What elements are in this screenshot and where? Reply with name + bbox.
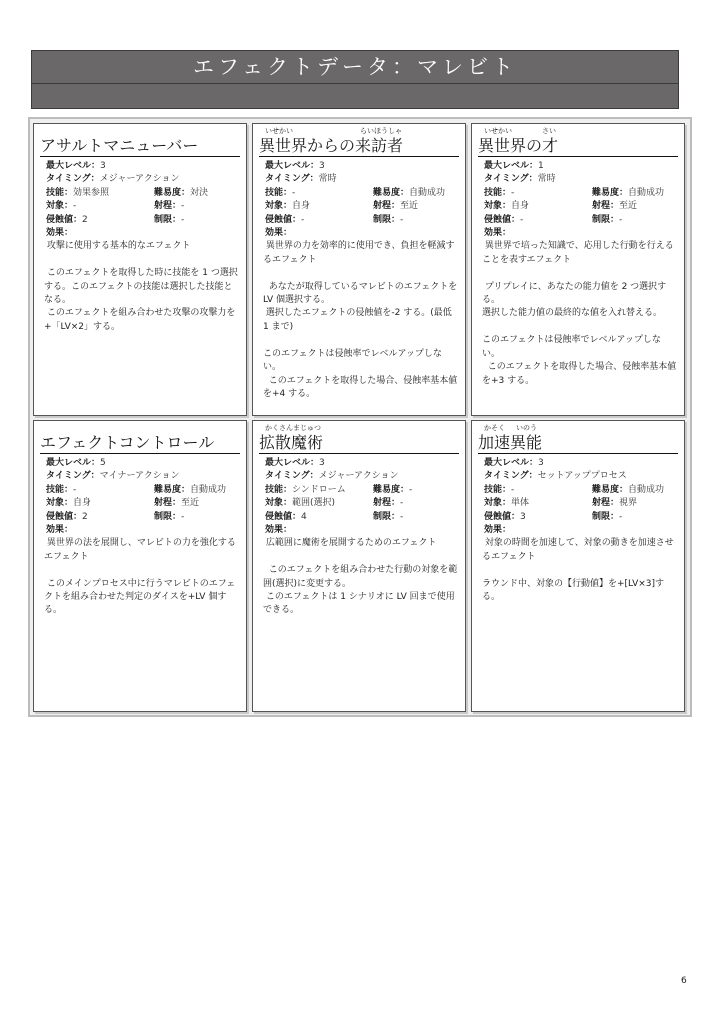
label-difficulty: 難易度： xyxy=(154,187,191,198)
effect-name: 加速異能 xyxy=(478,433,678,454)
ruby-line xyxy=(259,126,459,136)
label-skill: 技能： xyxy=(265,187,293,198)
label-target: 対象： xyxy=(265,498,293,509)
label-skill: 技能： xyxy=(265,484,293,495)
value-target: 単体 xyxy=(511,498,530,509)
ruby-line xyxy=(478,423,678,433)
label-timing: タイミング： xyxy=(265,471,319,482)
label-skill: 技能： xyxy=(484,484,512,495)
effect-description: 対象の時間を加速して、対象の動きを加速させるエフェクト ラウンド中、対象の【行動値】を+[LV×3]する。 xyxy=(482,538,674,603)
label-limit: 制限： xyxy=(154,214,182,225)
value-erosion: - xyxy=(520,214,524,225)
effect-description: 異世界の力を効率的に使用でき、負担を軽減するエフェクト あなたが取得しているマレビトのエフェクトを LV 個選択する。 選択したエフェクトの侵蝕値を-2 する。(最低 1 まで) このエフェクトは侵蝕率でレベルアップしない。 このエフェクトを取得した場合、侵蝕率基本値を+4 する。 xyxy=(263,241,458,399)
ruby-text: かそく xyxy=(484,424,505,432)
effect-card-diffusion-magic xyxy=(252,420,466,712)
value-timing: 常時 xyxy=(537,174,556,185)
value-skill: 効果参照 xyxy=(73,187,110,198)
value-limit: - xyxy=(619,511,623,522)
value-erosion: - xyxy=(301,214,305,225)
value-range: - xyxy=(400,498,404,509)
label-difficulty: 難易度： xyxy=(154,484,191,495)
ruby-line xyxy=(40,423,240,433)
ruby-text: いせかい xyxy=(265,127,293,135)
label-erosion: 侵蝕値： xyxy=(265,214,302,225)
label-range: 射程： xyxy=(154,498,182,509)
label-skill: 技能： xyxy=(46,484,74,495)
value-range: 視界 xyxy=(619,498,638,509)
value-timing: メジャーアクション xyxy=(99,174,180,185)
effect-description: 攻撃に使用する基本的なエフェクト このエフェクトを取得した時に技能を 1 つ選択する。このエフェクトの技能は選択した技能となる。 このエフェクトを組み合わせた攻撃の攻撃力を+「LV×2」する。 xyxy=(44,241,238,332)
effect-name: アサルトマニューバー xyxy=(40,136,240,157)
ruby-text: いのう xyxy=(516,424,537,432)
label-erosion: 侵蝕値： xyxy=(46,511,83,522)
ruby-text: いせかい xyxy=(484,127,512,135)
value-difficulty: 自動成功 xyxy=(628,484,665,495)
ruby-text: らいほうしゃ xyxy=(360,127,402,135)
effect-name: 拡散魔術 xyxy=(259,433,459,454)
value-max-level: 1 xyxy=(538,161,544,171)
label-max-level: 最大レベル： xyxy=(265,161,320,171)
value-difficulty: - xyxy=(409,484,413,495)
value-erosion: 4 xyxy=(301,511,307,522)
label-target: 対象： xyxy=(46,498,74,509)
value-max-level: 3 xyxy=(100,161,106,171)
value-timing: メジャーアクション xyxy=(318,471,399,482)
effect-card-otherworld-talent xyxy=(471,123,685,416)
label-difficulty: 難易度： xyxy=(592,187,629,198)
page-number: 6 xyxy=(681,976,687,986)
effect-card-acceleration-ability xyxy=(471,420,685,712)
value-skill: - xyxy=(511,484,515,495)
label-erosion: 侵蝕値： xyxy=(46,214,83,225)
label-max-level: 最大レベル： xyxy=(484,161,539,171)
value-timing: マイナーアクション xyxy=(99,471,180,482)
label-timing: タイミング： xyxy=(484,471,538,482)
label-effect: 効果： xyxy=(46,228,74,239)
effect-card-effect-control xyxy=(33,420,247,712)
value-limit: - xyxy=(400,214,404,225)
label-difficulty: 難易度： xyxy=(373,187,410,198)
value-max-level: 3 xyxy=(319,161,325,171)
value-difficulty: 自動成功 xyxy=(409,187,446,198)
value-difficulty: 自動成功 xyxy=(628,187,665,198)
label-limit: 制限： xyxy=(592,511,620,522)
label-difficulty: 難易度： xyxy=(592,484,629,495)
effect-stats xyxy=(265,457,457,537)
value-skill: - xyxy=(73,484,77,495)
value-max-level: 3 xyxy=(538,458,544,468)
label-range: 射程： xyxy=(154,201,182,212)
label-timing: タイミング： xyxy=(46,174,100,185)
effect-stats xyxy=(484,160,676,240)
effect-description: 広範囲に魔術を展開するためのエフェクト このエフェクトを組み合わせた行動の対象を範囲(選択)に変更する。 このエフェクトは 1 シナリオに LV 回まで使用できる。 xyxy=(263,538,458,616)
effect-card-visitor-from-another-world xyxy=(252,123,466,416)
value-erosion: 2 xyxy=(82,214,88,225)
value-target: 自身 xyxy=(511,201,530,212)
label-limit: 制限： xyxy=(373,511,401,522)
label-max-level: 最大レベル： xyxy=(265,458,320,468)
value-timing: 常時 xyxy=(318,174,337,185)
label-limit: 制限： xyxy=(592,214,620,225)
ruby-text: さい xyxy=(542,127,556,135)
label-range: 射程： xyxy=(373,498,401,509)
value-difficulty: 対決 xyxy=(190,187,209,198)
value-limit: - xyxy=(619,214,623,225)
label-target: 対象： xyxy=(46,201,74,212)
value-target: 自身 xyxy=(73,498,92,509)
ruby-line xyxy=(478,126,678,136)
value-target: 範囲(選択) xyxy=(292,498,336,509)
effect-name: 異世界からの来訪者 xyxy=(259,136,459,157)
ruby-line xyxy=(259,423,459,433)
label-timing: タイミング： xyxy=(484,174,538,185)
value-limit: - xyxy=(181,511,185,522)
label-max-level: 最大レベル： xyxy=(46,458,101,468)
value-target: - xyxy=(73,201,77,212)
label-erosion: 侵蝕値： xyxy=(484,511,521,522)
effect-description: 異世界の法を展開し、マレビトの力を強化するエフェクト このメインプロセス中に行うマレビトのエフェクトを組み合わせた判定のダイスを+LV 個する。 xyxy=(44,538,236,616)
value-limit: - xyxy=(400,511,404,522)
effect-stats xyxy=(46,457,238,537)
ruby-text: かくさんまじゅつ xyxy=(265,424,321,432)
header-sub-bar xyxy=(31,84,679,109)
value-limit: - xyxy=(181,214,185,225)
label-effect: 効果： xyxy=(46,525,74,536)
label-skill: 技能： xyxy=(46,187,74,198)
value-target: 自身 xyxy=(292,201,311,212)
effect-stats xyxy=(46,160,238,240)
page-title: エフェクトデータ：マレビト xyxy=(31,50,679,84)
label-erosion: 侵蝕値： xyxy=(265,511,302,522)
value-skill: - xyxy=(511,187,515,198)
label-range: 射程： xyxy=(592,201,620,212)
label-limit: 制限： xyxy=(373,214,401,225)
label-target: 対象： xyxy=(484,498,512,509)
label-effect: 効果： xyxy=(484,228,512,239)
value-timing: セットアッププロセス xyxy=(537,471,627,482)
value-skill: - xyxy=(292,187,296,198)
label-max-level: 最大レベル： xyxy=(484,458,539,468)
value-range: - xyxy=(181,201,185,212)
effect-card-assault-maneuver xyxy=(33,123,247,416)
label-effect: 効果： xyxy=(484,525,512,536)
label-target: 対象： xyxy=(265,201,293,212)
label-effect: 効果： xyxy=(265,228,293,239)
value-max-level: 3 xyxy=(319,458,325,468)
label-timing: タイミング： xyxy=(46,471,100,482)
label-target: 対象： xyxy=(484,201,512,212)
value-erosion: 2 xyxy=(82,511,88,522)
label-erosion: 侵蝕値： xyxy=(484,214,521,225)
label-effect: 効果： xyxy=(265,525,293,536)
value-range: 至近 xyxy=(400,201,419,212)
effect-stats xyxy=(484,457,676,537)
value-erosion: 3 xyxy=(520,511,526,522)
label-max-level: 最大レベル： xyxy=(46,161,101,171)
label-skill: 技能： xyxy=(484,187,512,198)
page-header xyxy=(31,50,679,109)
ruby-line xyxy=(40,126,240,136)
label-limit: 制限： xyxy=(154,511,182,522)
label-timing: タイミング： xyxy=(265,174,319,185)
value-max-level: 5 xyxy=(100,458,106,468)
effect-description: 異世界で培った知識で、応用した行動を行えることを表すエフェクト プリプレイに、あなたの能力値を 2 つ選択する。 選択した能力値の最終的な値を入れ替える。 このエフェクトは侵蝕率でレベルアップしない。 このエフェクトを取得した場合、侵蝕率基本値を+3 する。 xyxy=(482,241,677,386)
label-range: 射程： xyxy=(592,498,620,509)
value-difficulty: 自動成功 xyxy=(190,484,227,495)
effect-card-grid xyxy=(28,117,692,717)
label-difficulty: 難易度： xyxy=(373,484,410,495)
value-skill: シンドローム xyxy=(292,484,346,495)
effect-name: 異世界の才 xyxy=(478,136,678,157)
effect-name: エフェクトコントロール xyxy=(40,433,240,454)
label-range: 射程： xyxy=(373,201,401,212)
value-range: 至近 xyxy=(181,498,200,509)
value-range: 至近 xyxy=(619,201,638,212)
effect-stats xyxy=(265,160,457,240)
